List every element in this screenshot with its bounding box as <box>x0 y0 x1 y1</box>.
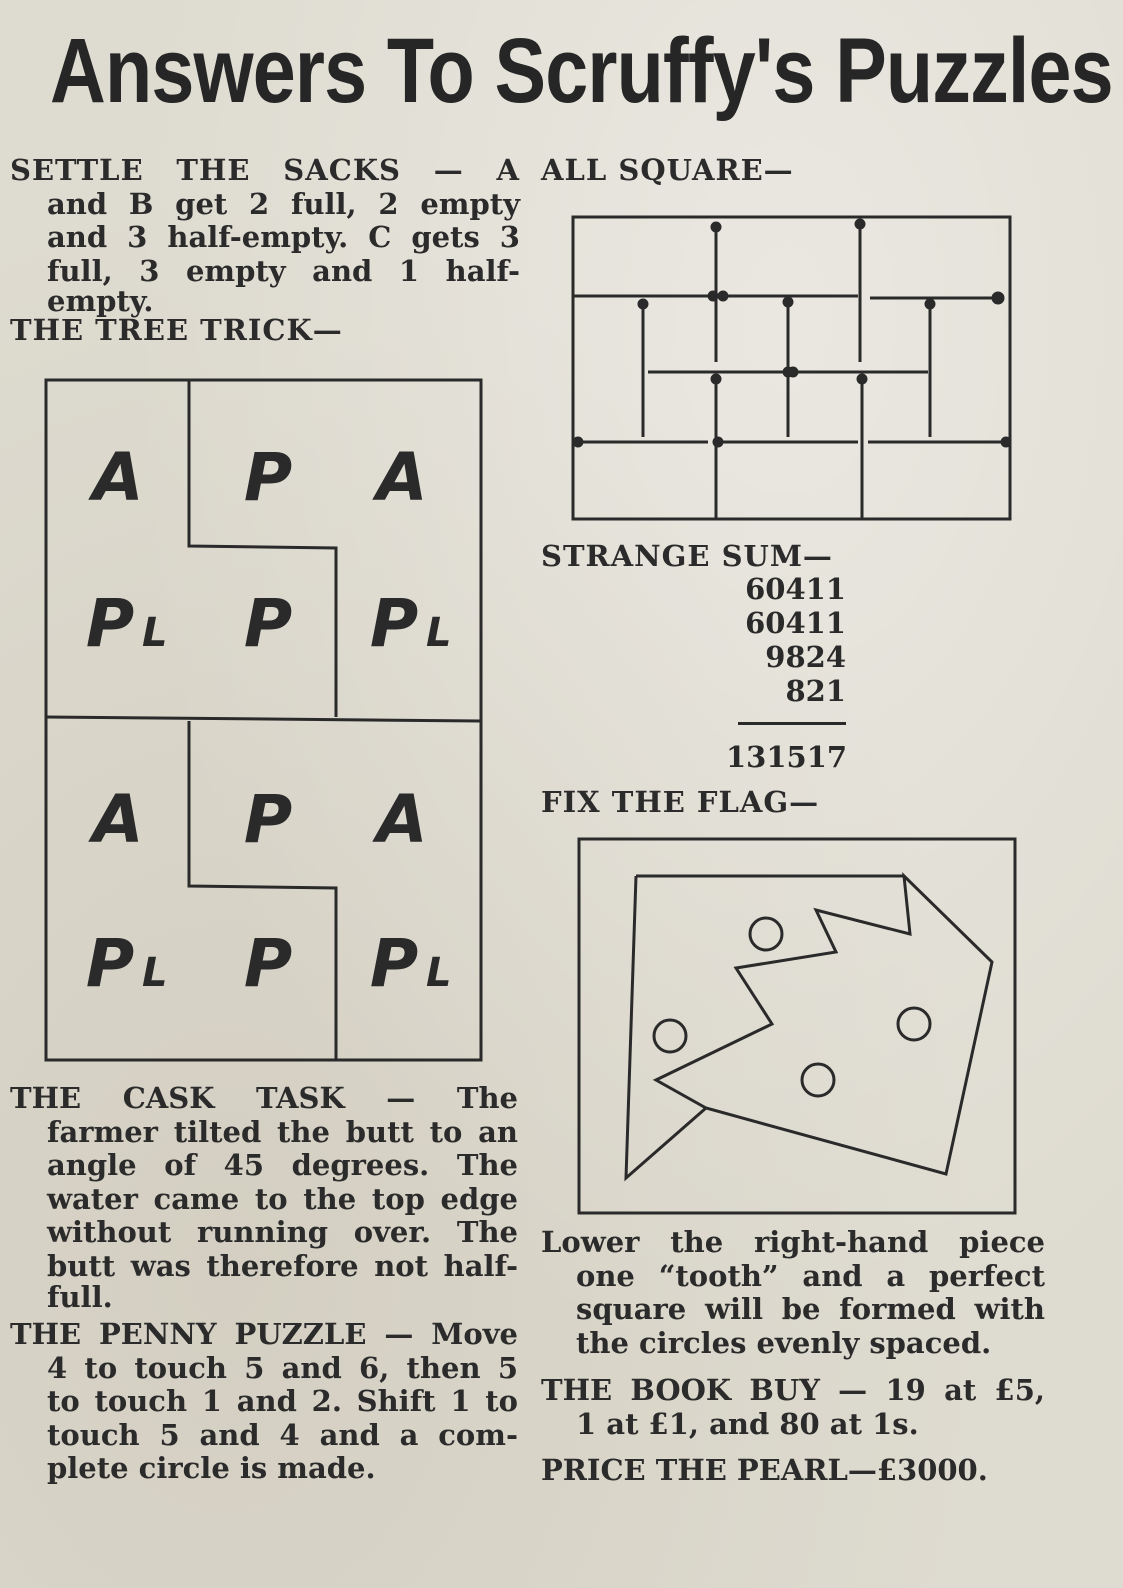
tree-letter: P <box>243 585 293 662</box>
page-title: Answers To Scruffy's Puzzles <box>50 20 1113 122</box>
tree-letter: P <box>243 925 293 1002</box>
cask-line: THE CASK TASK — The <box>10 1081 518 1115</box>
penny-line: plete circle is made. <box>47 1451 376 1485</box>
book-buy-answer <box>541 1374 1045 1441</box>
flag-line: Lower the right-hand piece <box>541 1225 1045 1259</box>
tree-letter-subscript: L <box>142 610 168 656</box>
flag-line: the circles evenly spaced. <box>576 1325 992 1360</box>
penny-line: to touch 1 and 2. Shift 1 to <box>47 1384 518 1418</box>
flag-answer-text <box>541 1226 1045 1360</box>
cask-task-answer <box>10 1081 518 1314</box>
flag-line: one “tooth” and a perfect <box>576 1258 1045 1293</box>
sum-total: 131517 <box>726 740 848 774</box>
sacks-line: and 3 half-empty. C gets 3 <box>47 220 520 254</box>
tree-letter-subscript: L <box>426 950 452 996</box>
tree-letter: P <box>243 781 293 858</box>
strange-sum-heading: STRANGE SUM— <box>541 539 833 573</box>
sum-number-4: 821 <box>785 674 846 708</box>
tree-trick-diagram <box>40 374 486 1064</box>
sacks-heading: SETTLE THE SACKS — A <box>10 153 520 187</box>
flag-line: square will be formed with <box>576 1292 1045 1326</box>
tree-letter: P <box>369 925 419 1002</box>
sum-number-2: 60411 <box>745 606 846 640</box>
cask-line: angle of 45 degrees. The <box>47 1148 518 1182</box>
fix-the-flag-heading: FIX THE FLAG— <box>541 785 820 819</box>
sacks-line: and B get 2 full, 2 empty <box>47 186 520 221</box>
sum-rule <box>738 722 846 725</box>
tree-letter: A <box>92 439 144 516</box>
sum-number-1: 60411 <box>745 572 846 606</box>
penny-line: 4 to touch 5 and 6, then 5 <box>47 1350 518 1385</box>
tree-heading: THE TREE TRICK— <box>10 313 343 347</box>
tree-letter: A <box>376 781 428 858</box>
all-square-heading: ALL SQUARE— <box>541 153 794 187</box>
cask-line: butt was therefore not half- <box>47 1248 518 1283</box>
flag-right-piece <box>656 876 992 1174</box>
penny-line: touch 5 and 4 and a com- <box>47 1417 518 1452</box>
tree-letter: P <box>85 585 135 662</box>
tree-letter-subscript: L <box>142 950 168 996</box>
penny-puzzle-answer <box>10 1318 518 1486</box>
tree-letter: A <box>376 439 428 516</box>
flag-circle <box>750 918 782 950</box>
flag-circle <box>654 1020 686 1052</box>
book-line: THE BOOK BUY — 19 at £5, <box>541 1373 1045 1407</box>
square-pieces <box>573 220 1010 519</box>
cask-line: farmer tilted the butt to an <box>47 1114 518 1149</box>
flag-circle <box>802 1064 834 1096</box>
tree-letter: P <box>369 585 419 662</box>
penny-line: THE PENNY PUZZLE — Move <box>10 1317 518 1351</box>
sacks-line: full, 3 empty and 1 half- <box>47 253 520 288</box>
flag-left-piece <box>626 876 706 1178</box>
sum-number-3: 9824 <box>765 640 846 674</box>
settle-the-sacks-answer <box>10 154 520 348</box>
all-square-diagram <box>568 212 1016 524</box>
cask-line: water came to the top edge <box>47 1181 518 1216</box>
tree-letter-subscript: L <box>426 610 452 656</box>
tree-letter: P <box>243 439 293 516</box>
tree-letter: A <box>92 781 144 858</box>
fix-the-flag-diagram <box>574 834 1020 1218</box>
price-the-pearl-answer: PRICE THE PEARL—£3000. <box>541 1453 988 1487</box>
flag-circle <box>898 1008 930 1040</box>
book-line: 1 at £1, and 80 at 1s. <box>576 1406 919 1441</box>
cask-line: without running over. The <box>47 1215 518 1249</box>
tree-divider-bottom <box>189 721 336 1060</box>
tree-divider-top <box>189 380 336 717</box>
tree-middle-divider <box>46 717 481 721</box>
cask-line: full. <box>47 1280 113 1314</box>
sacks-line: empty. <box>47 284 154 318</box>
tree-letter: P <box>85 925 135 1002</box>
